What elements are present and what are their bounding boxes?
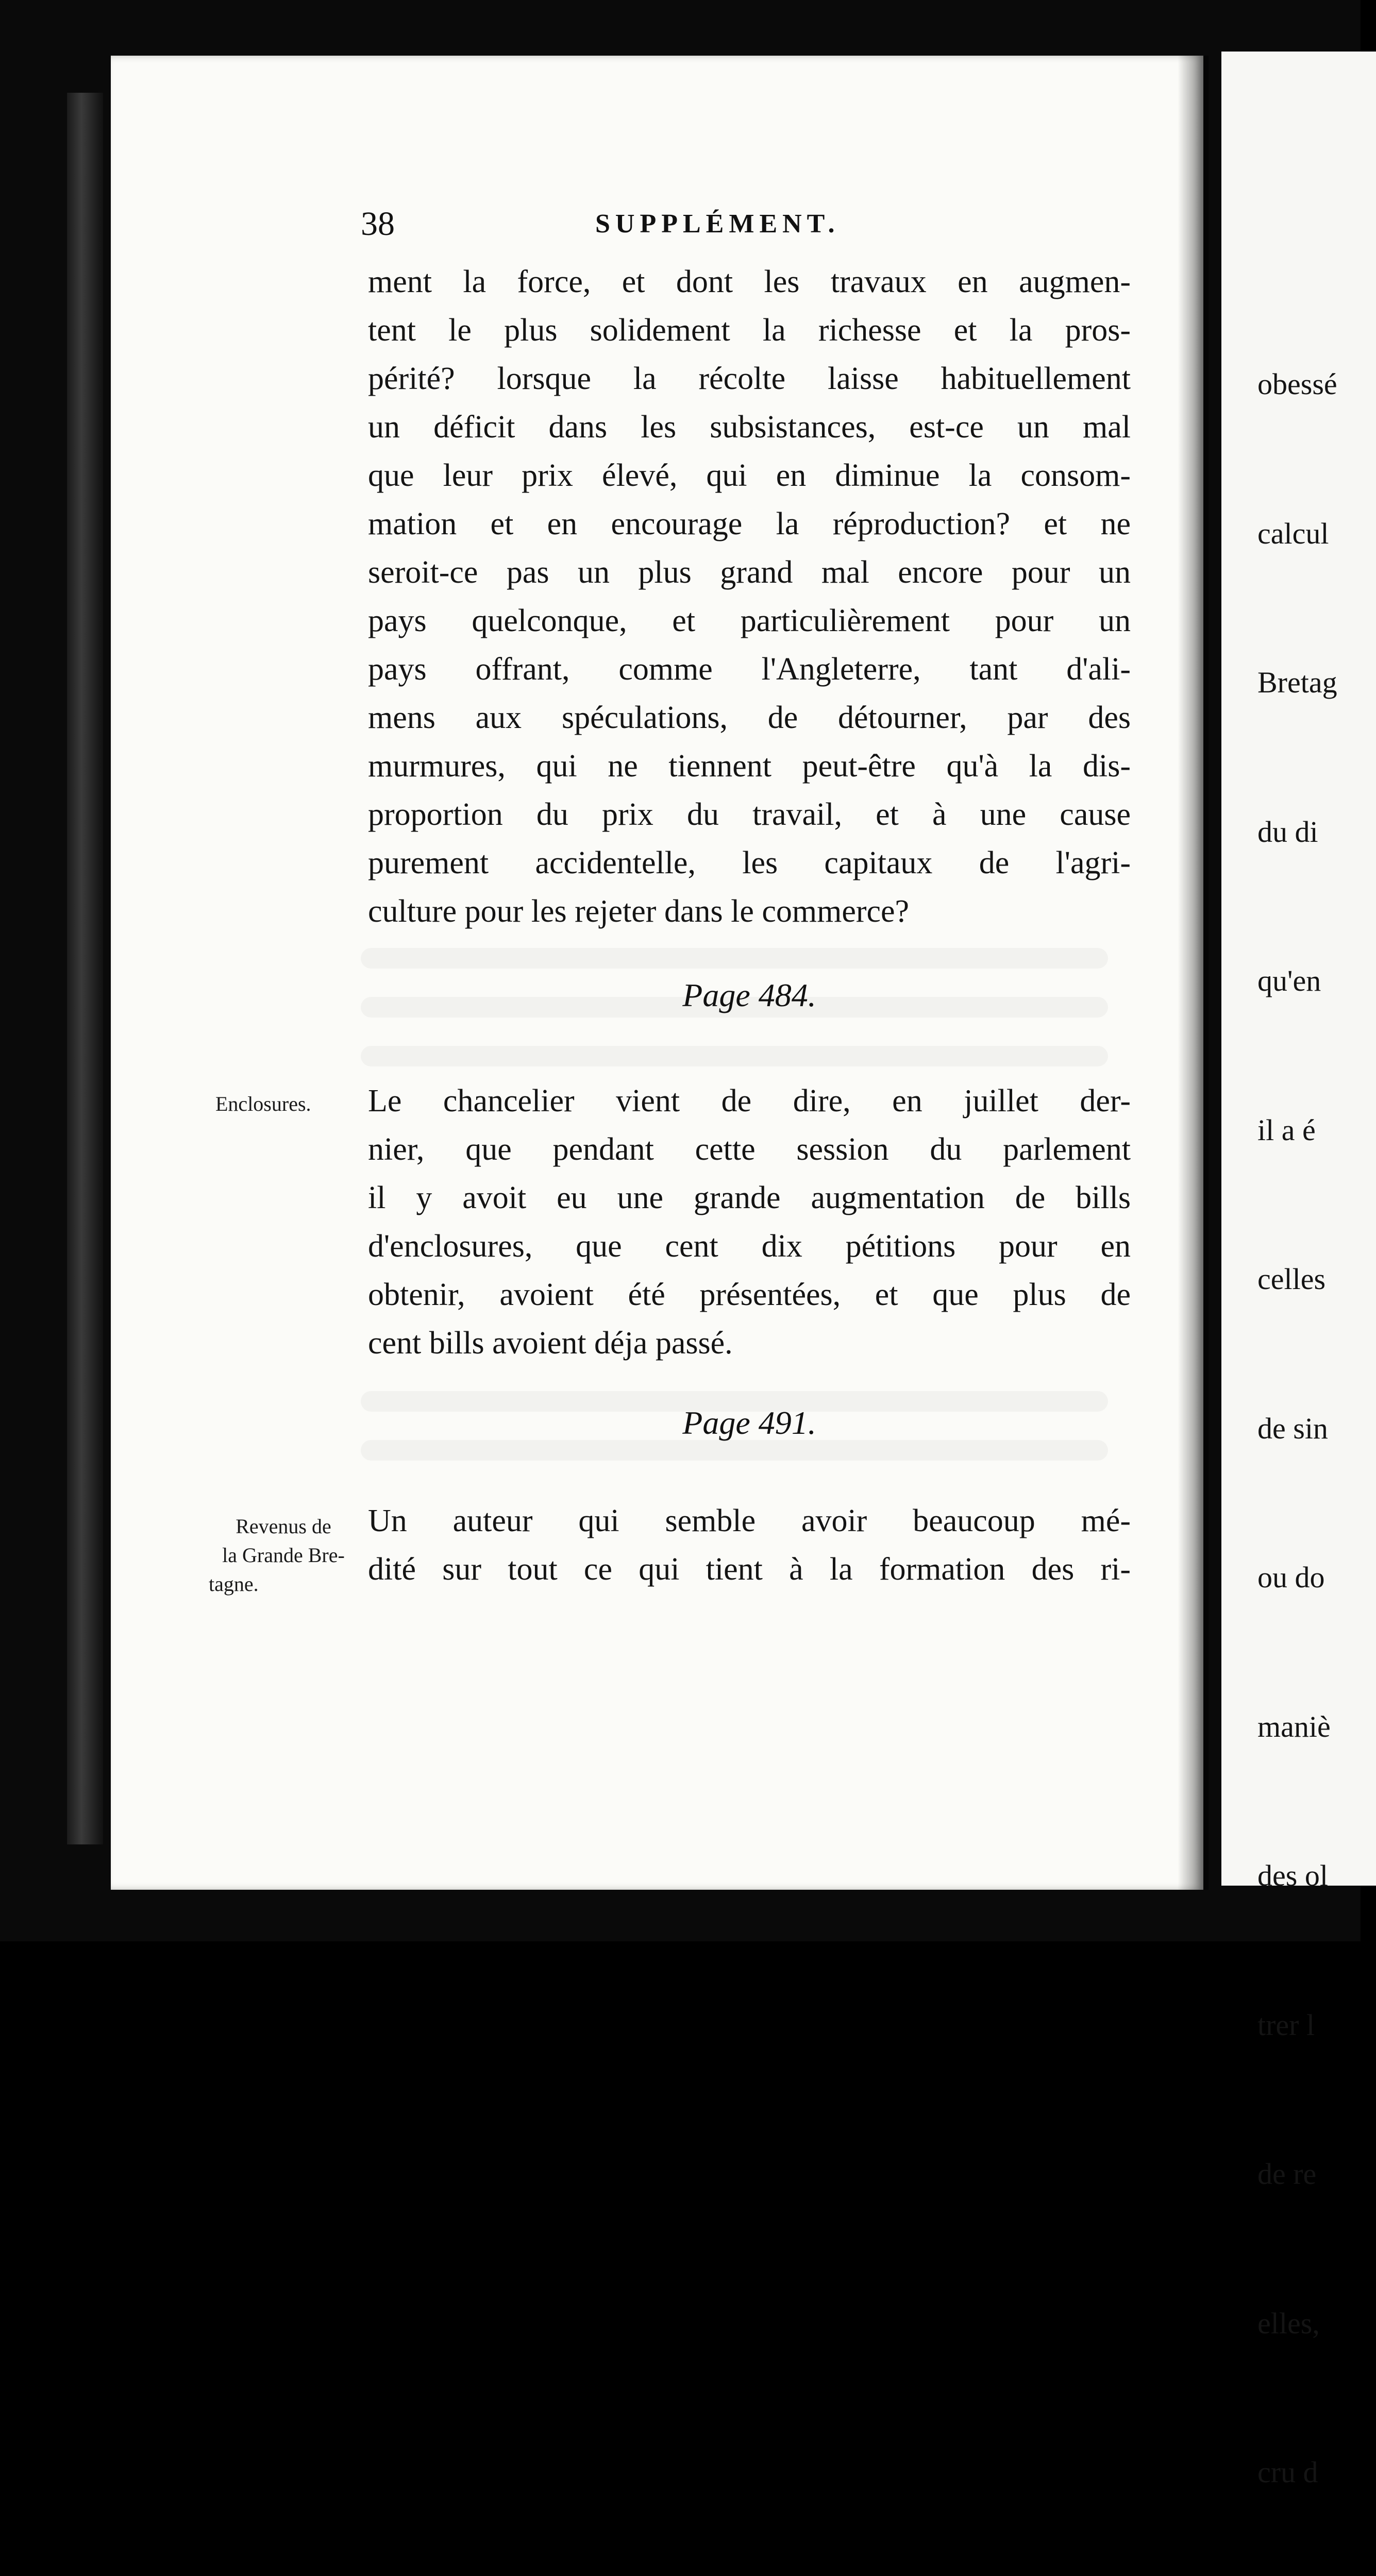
right-page-line: obessé (1257, 367, 1337, 401)
text-line: Le chancelier vient de dire, en juillet der- (368, 1083, 1131, 1118)
running-title: SUPPLÉMENT. (595, 209, 840, 239)
margin-note-line: tagne. (209, 1572, 259, 1596)
section-heading-page-491: Page 491. (682, 1404, 816, 1441)
text-line: tent le plus solidement la richesse et la pros- (368, 313, 1131, 348)
text-line: un déficit dans les subsistances, est-ce un mal (368, 410, 1131, 445)
text-line: il y avoit eu une grande augmentation de bills (368, 1180, 1131, 1215)
text-line: périté? lorsque la récolte laisse habituellement (368, 361, 1131, 396)
text-line: mens aux spéculations, de détourner, par des (368, 700, 1131, 735)
text-line: pays offrant, comme l'Angleterre, tant d'ali- (368, 652, 1131, 687)
right-page-line: de sin (1257, 1411, 1328, 1445)
text-line: que leur prix élevé, qui en diminue la consom- (368, 458, 1131, 493)
text-line: d'enclosures, que cent dix pétitions pour en (368, 1229, 1131, 1264)
right-page-line: trer l (1257, 2008, 1315, 2042)
text-line: obtenir, avoient été présentées, et que plus de (368, 1277, 1131, 1312)
text-line: cent bills avoient déja passé. (368, 1326, 733, 1361)
text-line: mation et en encourage la réproduction? et ne (368, 506, 1131, 541)
right-page-line: de re (1257, 2157, 1317, 2191)
right-page-text (1257, 260, 1337, 2576)
margin-note-line: la Grande Bre- (222, 1544, 345, 1567)
text-line: ment la force, et dont les travaux en augmen- (368, 264, 1131, 299)
bleed-through-mark (361, 1440, 1108, 1461)
book-binding-edge (67, 93, 103, 1844)
bleed-through-mark (361, 948, 1108, 969)
right-page-line: des ol (1257, 1859, 1328, 1892)
text-line: purement accidentelle, les capitaux de l'agri- (368, 845, 1131, 880)
text-line: Un auteur qui semble avoir beaucoup mé- (368, 1503, 1131, 1538)
right-page-line: cru d (1257, 2455, 1318, 2489)
text-line: pays quelconque, et particulièrement pour un (368, 603, 1131, 638)
page-number: 38 (361, 205, 395, 243)
right-page-line: il a é (1257, 1113, 1316, 1147)
right-page-line: du di (1257, 815, 1318, 849)
paragraph-1 (368, 258, 1131, 936)
running-head (361, 201, 1144, 247)
paragraph-3 (368, 1497, 1131, 1594)
right-page-line: celles (1257, 1262, 1326, 1296)
right-page-line: Bretag (1257, 666, 1337, 699)
text-line: seroit-ce pas un plus grand mal encore pour un (368, 555, 1131, 590)
text-line: nier, que pendant cette session du parlement (368, 1132, 1131, 1167)
text-line: proportion du prix du travail, et à une cause (368, 797, 1131, 832)
margin-note-revenus (206, 1512, 361, 1599)
right-page-line: elles, (1257, 2306, 1320, 2340)
paragraph-2 (368, 1077, 1131, 1367)
margin-note-line: Revenus de (236, 1515, 331, 1538)
right-page-line: ou do (1257, 1561, 1325, 1594)
text-line: culture pour les rejeter dans le commerce? (368, 894, 910, 929)
text-line: murmures, qui ne tiennent peut-être qu'à la dis- (368, 749, 1131, 784)
right-page-line: maniè (1257, 1709, 1331, 1743)
right-page-line: qu'en (1257, 964, 1321, 997)
text-line: dité sur tout ce qui tient à la formation des ri- (368, 1552, 1131, 1587)
right-page-line: calcul (1257, 516, 1329, 550)
section-heading-page-484: Page 484. (682, 977, 816, 1013)
margin-note-enclosures: Enclosures. (215, 1092, 311, 1115)
bleed-through-mark (361, 1046, 1108, 1066)
gutter-shadow (1178, 56, 1209, 1890)
